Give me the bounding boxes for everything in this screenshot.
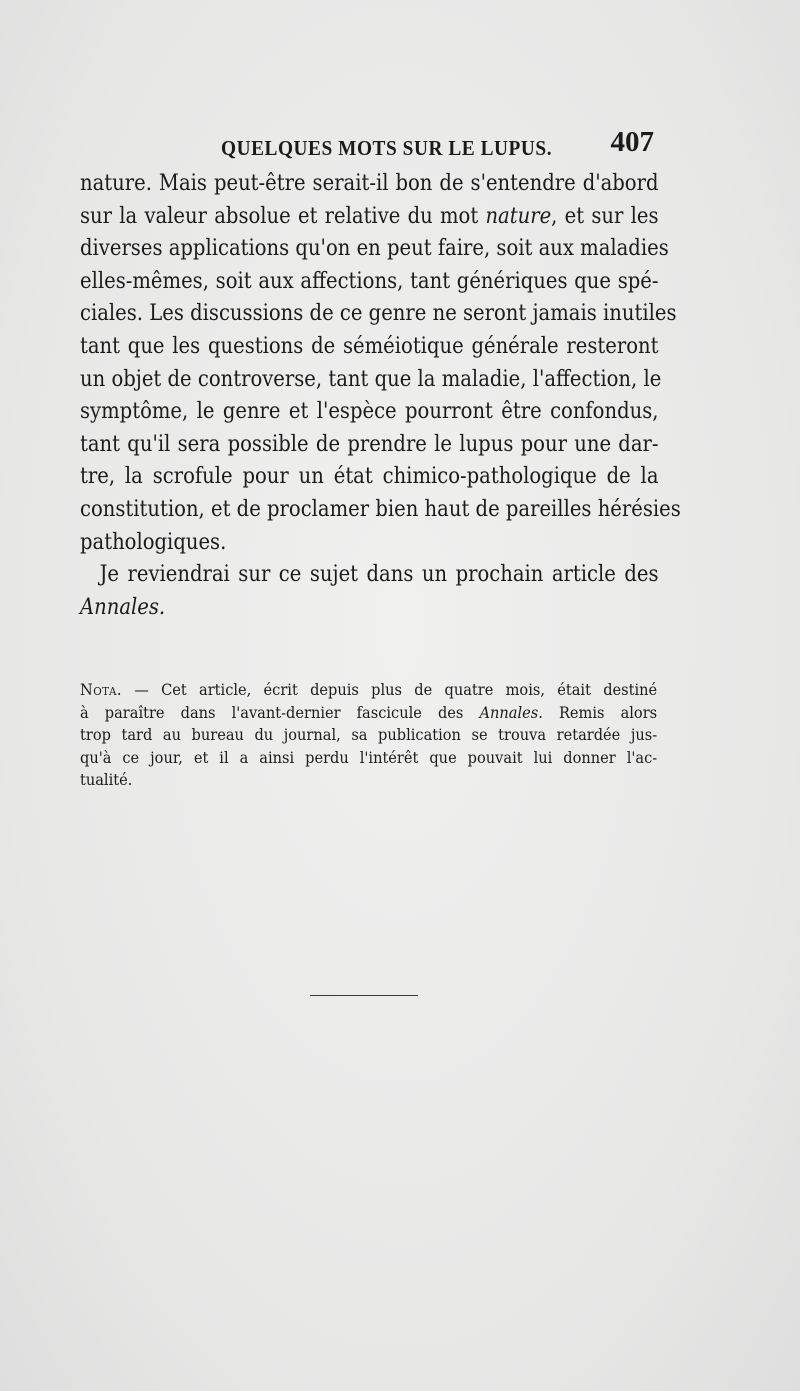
note-line (80, 702, 657, 725)
page-header (78, 126, 658, 166)
note-label: Nota. (80, 681, 123, 699)
running-head: QUELQUES MOTS SUR LE LUPUS. (221, 136, 553, 160)
text-line: Annales. (80, 594, 166, 620)
text-line: tre, la scrofule pour un état chimico-pathologique de la (80, 464, 659, 490)
text-fragment: , et sur les (551, 203, 659, 229)
text-fragment: sur la valeur absolue et relative du mot (80, 203, 479, 229)
text-fragment: . Remis alors (538, 703, 658, 722)
footnote (80, 679, 658, 792)
text-line (80, 201, 659, 234)
end-rule (310, 995, 418, 996)
text-fragment: à paraître dans l'avant-dernier fascicule des (80, 703, 480, 722)
text-line: ciales. Les discussions de ce genre ne seront jamais inutiles (80, 301, 677, 327)
text-line: diverses applications qu'on en peut faire, soit aux maladies (80, 236, 669, 262)
text-line: nature. Mais peut-être serait-il bon de s'entendre d'abord (80, 171, 659, 196)
italic-word: Annales (479, 703, 539, 722)
note-line: trop tard au bureau du journal, sa publication se trouva retardée jus- (80, 726, 658, 744)
body-text (80, 168, 681, 624)
italic-word: nature (485, 203, 552, 229)
paragraph-start-line: Je reviendrai sur ce sujet dans un prochain article des (99, 562, 659, 588)
text-line: pathologiques. (80, 529, 227, 555)
text-line: un objet de controverse, tant que la maladie, l'affection, le (80, 366, 662, 392)
note-line: tualité. (80, 771, 133, 789)
text-line: elles-mêmes, soit aux affections, tant génériques que spé- (80, 268, 659, 294)
text-line: tant qu'il sera possible de prendre le lupus pour une dar- (80, 431, 659, 457)
note-line: qu'à ce jour, et il a ainsi perdu l'intérêt que pouvait lui donner l'ac- (80, 748, 658, 767)
page-number: 407 (610, 126, 654, 158)
text-fragment: — Cet article, écrit depuis plus de quatre mois, était destiné (122, 681, 658, 699)
text-line: symptôme, le genre et l'espèce pourront être confondus, (80, 399, 659, 425)
text-line: constitution, et de proclamer bien haut de pareilles hérésies (80, 496, 681, 522)
note-line (80, 679, 657, 702)
text-line: tant que les questions de séméiotique générale resteront (80, 333, 659, 359)
